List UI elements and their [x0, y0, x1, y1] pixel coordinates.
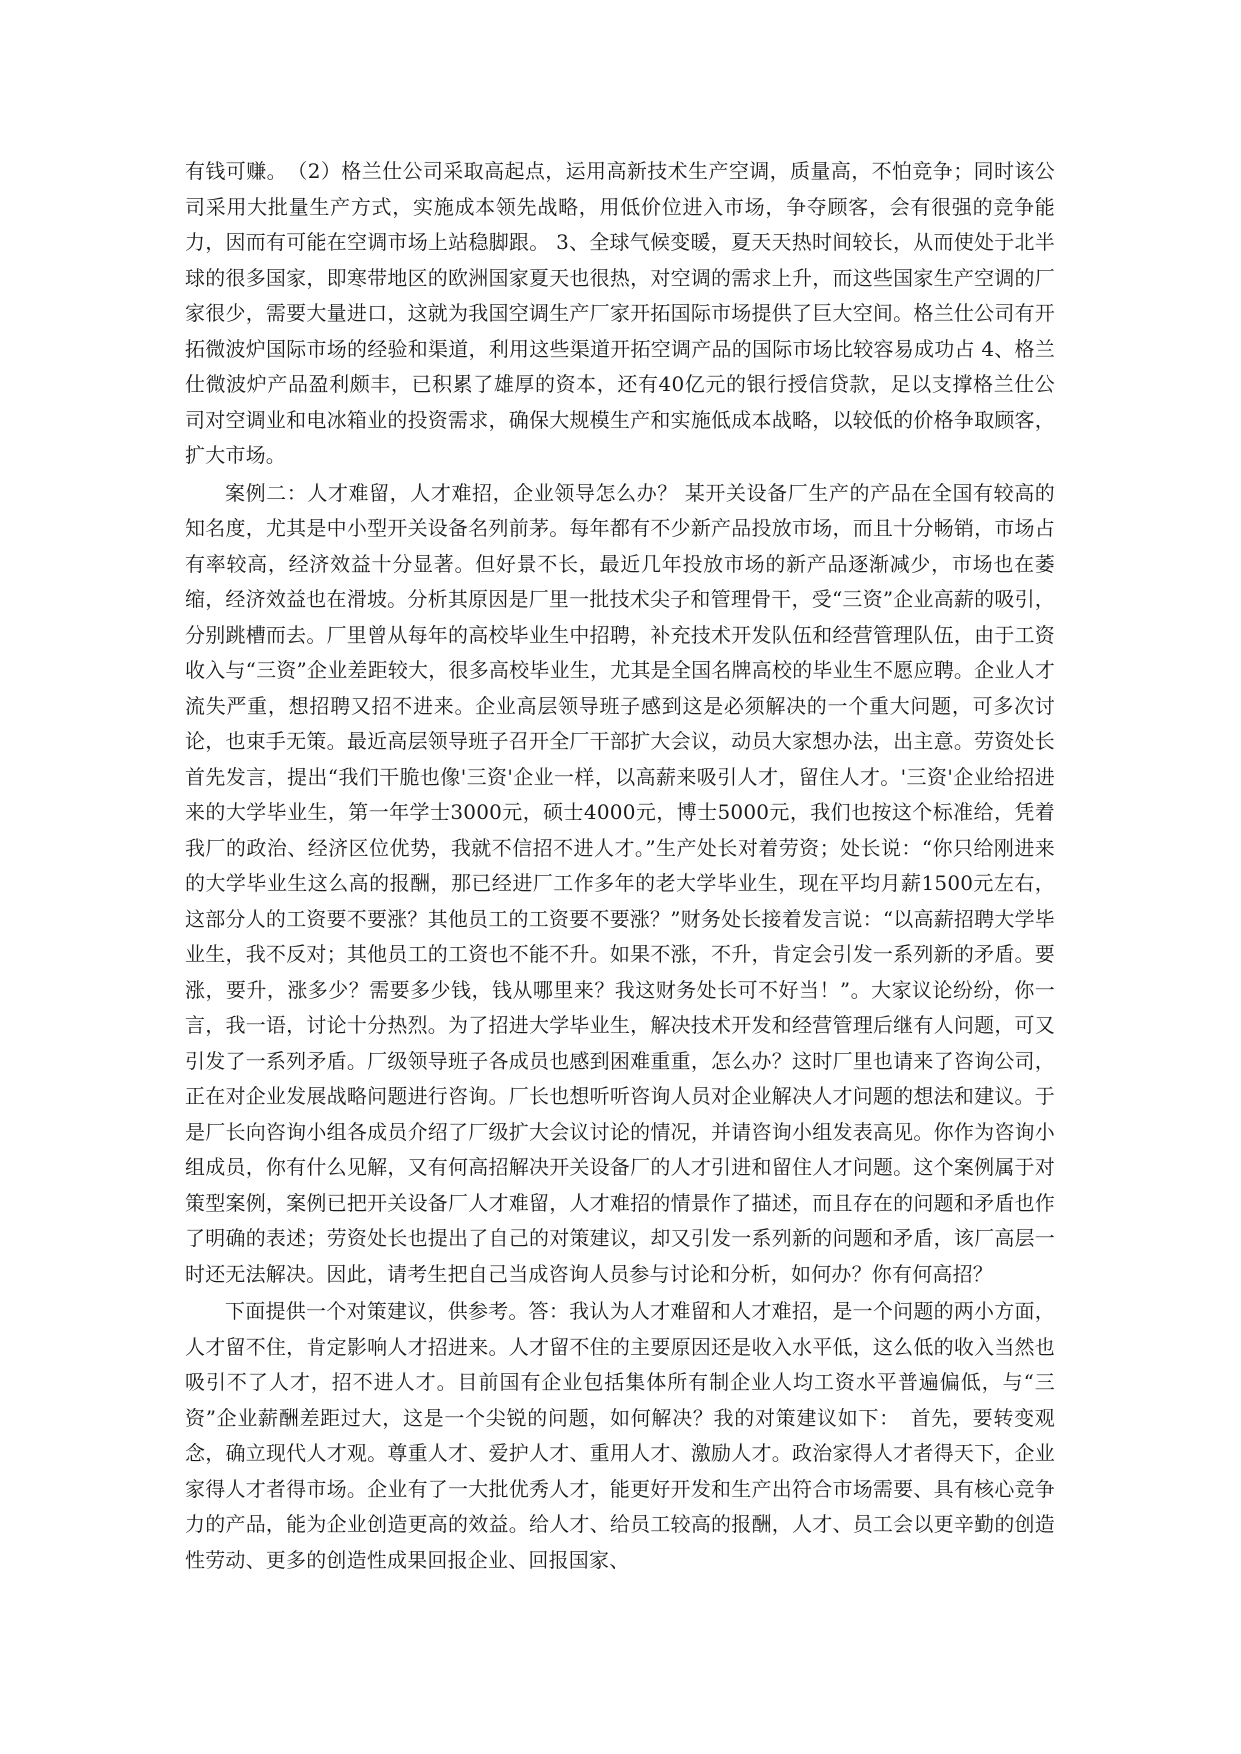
paragraph-case-two: 案例二：人才难留，人才难招，企业领导怎么办？ 某开关设备厂生产的产品在全国有较高的知名度，尤其是中小型开关设备名列前茅。每年都有不少新产品投放市场，而且十分畅销，市场占有率较高，经济效益十分显著。但好景不长，最近几年投放市场的新产品逐渐减少，市场也在萎缩，经济效益也在滑坡。分析其原因是厂里一批技术尖子和管理骨干，受“三资”企业高薪的吸引，分别跳槽而去。厂里曾从每年的高校毕业生中招聘，补充技术开发队伍和经营管理队伍，由于工资收入与“三资”企业差距较大，很多高校毕业生，尤其是全国名牌高校的毕业生不愿应聘。企业人才流失严重，想招聘又招不进来。企业高层领导班子感到这是必须解决的一个重大问题，可多次讨论，也束手无策。最近高层领导班子召开全厂干部扩大会议，动员大家想办法，出主意。劳资处长首先发言，提出“我们干脆也像'三资'企业一样，以高薪来吸引人才，留住人才。'三资'企业给招进来的大学毕业生，第一年学士3000元，硕士4000元，博士5000元，我们也按这个标准给，凭着我厂的政治、经济区位优势，我就不信招不进人才。”生产处长对着劳资；处长说：“你只给刚进来的大学毕业生这么高的报酬，那已经进厂工作多年的老大学毕业生，现在平均月薪1500元左右，这部分人的工资要不要涨？其他员工的工资要不要涨？”财务处长接着发言说：“以高薪招聘大学毕业生，我不反对；其他员工的工资也不能不升。如果不涨，不升，肯定会引发一系列新的矛盾。要涨，要升，涨多少？需要多少钱，钱从哪里来？我这财务处长可不好当！”。大家议论纷纷，你一言，我一语，讨论十分热烈。为了招进大学毕业生，解决技术开发和经营管理后继有人问题，可又引发了一系列矛盾。厂级领导班子各成员也感到困难重重，怎么办？这时厂里也请来了咨询公司，正在对企业发展战略问题进行咨询。厂长也想听听咨询人员对企业解决人才问题的想法和建议。于是厂长向咨询小组各成员介绍了厂级扩大会议讨论的情况，并请咨询小组发表高见。你作为咨询小组成员，你有什么见解，又有何高招解决开关设备厂的人才引进和留住人才问题。这个案例属于对策型案例，案例已把开关设备厂人才难留，人才难招的情景作了描述，而且存在的问题和矛盾也作了明确的表述；劳资处长也提出了自己的对策建议，却又引发一系列新的问题和矛盾，该厂高层一时还无法解决。因此，请考生把自己当成咨询人员参与讨论和分析，如何办？你有何高招？ [185, 480, 1055, 1286]
paragraph-continuation: 有钱可赚。 （2）格兰仕公司采取高起点，运用高新技术生产空调，质量高，不怕竞争；同时该公司采用大批量生产方式，实施成本领先战略，用低价位进入市场，争夺顾客，会有很强的竞争能力，因而有可能在空调市场上站稳脚跟。 3、全球气候变暖，夏天天热时间较长，从而使处于北半球的很多国家，即寒带地区的欧洲国家夏天也很热，对空调的需求上升，而这些国家生产空调的厂家很少，需要大量进口，这就为我国空调生产厂家开拓国际市场提供了巨大空间。格兰仕公司有开拓微波炉国际市场的经验和渠道，利用这些渠道开拓空调产品的国际市场比较容易成功占 4、格兰仕微波炉产品盈利颇丰，已积累了雄厚的资本，还有40亿元的银行授信贷款，足以支撑格兰仕公司对空调业和电冰箱业的投资需求，确保大规模生产和实施低成本战略，以较低的价格争取顾客，扩大市场。 [185, 159, 1055, 467]
paragraph-countermeasure: 下面提供一个对策建议，供参考。答：我认为人才难留和人才难招，是一个问题的两小方面，人才留不住，肯定影响人才招进来。人才留不住的主要原因还是收入水平低，这么低的收入当然也吸引不了人才，招不进人才。目前国有企业包括集体所有制企业人均工资水平普遍偏低，与“三资”企业薪酬差距过大，这是一个尖锐的问题，如何解决？我的对策建议如下： 首先，要转变观念，确立现代人才观。尊重人才、爱护人才、重用人才、激励人才。政治家得人才者得天下，企业家得人才者得市场。企业有了一大批优秀人才，能更好开发和生产出符合市场需要、具有核心竞争力的产品，能为企业创造更高的效益。给人才、给员工较高的报酬，人才、员工会以更辛勤的创造性劳动、更多的创造性成果回报企业、回报国家、 [185, 1299, 1055, 1572]
document-page [185, 154, 1055, 1580]
